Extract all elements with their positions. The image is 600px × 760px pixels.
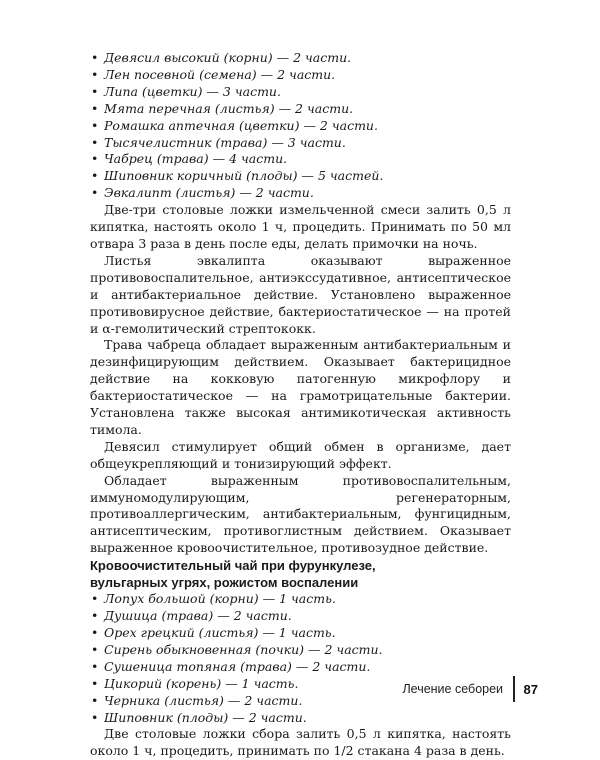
list-item: • Сушеница топяная (трава) — 2 части. <box>91 658 371 674</box>
paragraph-eucalyptus: Листья эвкалипта оказывают выраженное противовоспалительное, антиэкссудативное, антисептическое и антибактериальное действие. Установлено выраженное противовирусное действие, бактериостатическое — на протей и α-гемолитический стрептококк. <box>90 252 511 336</box>
list-item: • Ромашка аптечная (цветки) — 2 части. <box>91 117 378 133</box>
list-item: • Лен посевной (семена) — 2 части. <box>91 66 336 82</box>
paragraph-thyme: Трава чабреца обладает выраженным антибактериальным и дезинфицирующим действием. Оказывает бактерицидное действие на кокковую патогенную микрофлору и бактериостатическое — на грамотрицательные бактерии. Установлена также высокая антимикотическая активность тимола. <box>90 337 511 437</box>
list-item: • Шиповник (плоды) — 2 части. <box>91 709 307 725</box>
list-item: • Сирень обыкновенная (почки) — 2 части. <box>91 641 383 657</box>
page-content <box>90 50 511 760</box>
list-item: • Эвкалипт (листья) — 2 части. <box>91 185 314 201</box>
herb-list-1 <box>90 50 511 202</box>
heading-line-2: вульгарных угрях, рожистом воспалении <box>90 575 359 591</box>
paragraph-properties: Обладает выраженным противовоспалительным, иммуномодулирующим, регенераторным, противоаллергическим, антибактериальным, фунгицидным, антисептическим, противоглистным действием. Оказывает выраженное кровоочистительное, противозудное действие. <box>90 472 511 556</box>
list-item: • Черника (листья) — 2 части. <box>91 692 303 708</box>
herb-list-2 <box>90 591 511 726</box>
list-item: • Мята перечная (листья) — 2 части. <box>91 100 354 116</box>
footer-divider <box>513 676 515 702</box>
list-item: • Тысячелистник (трава) — 3 части. <box>91 134 346 150</box>
page-footer <box>402 676 538 702</box>
list-item: • Шиповник коричный (плоды) — 5 частей. <box>91 168 384 184</box>
running-footer-title: Лечение себореи <box>402 682 504 696</box>
list-item: • Чабрец (трава) — 4 части. <box>91 151 288 167</box>
list-item: • Липа (цветки) — 3 части. <box>91 83 281 99</box>
paragraph-preparation-1: Две-три столовые ложки измельченной смеси залить 0,5 л кипятка, настоять около 1 ч, процедить. Принимать по 50 мл отвара 3 раза в день после еды, делать примочки на ночь. <box>90 202 511 251</box>
list-item: • Орех грецкий (листья) — 1 часть. <box>91 625 336 640</box>
list-item: • Девясил высокий (корни) — 2 части. <box>91 50 352 65</box>
list-item: • Душица (трава) — 2 части. <box>91 608 292 624</box>
paragraph-preparation-2: Две столовые ложки сбора залить 0,5 л кипятка, настоять около 1 ч, процедить, принимать по 1/2 стакана 4 раза в день. <box>90 726 511 759</box>
list-item: • Цикорий (корень) — 1 часть. <box>91 675 299 691</box>
list-item: • Лопух большой (корни) — 1 часть. <box>91 591 336 607</box>
heading-line-1: Кровоочистительный чай при фурункулезе, <box>90 558 376 574</box>
paragraph-elecampane: Девясил стимулирует общий обмен в организме, дает общеукрепляющий и тонизирующий эффект. <box>90 438 511 471</box>
page-number: 87 <box>523 681 538 697</box>
section-heading <box>90 557 511 591</box>
